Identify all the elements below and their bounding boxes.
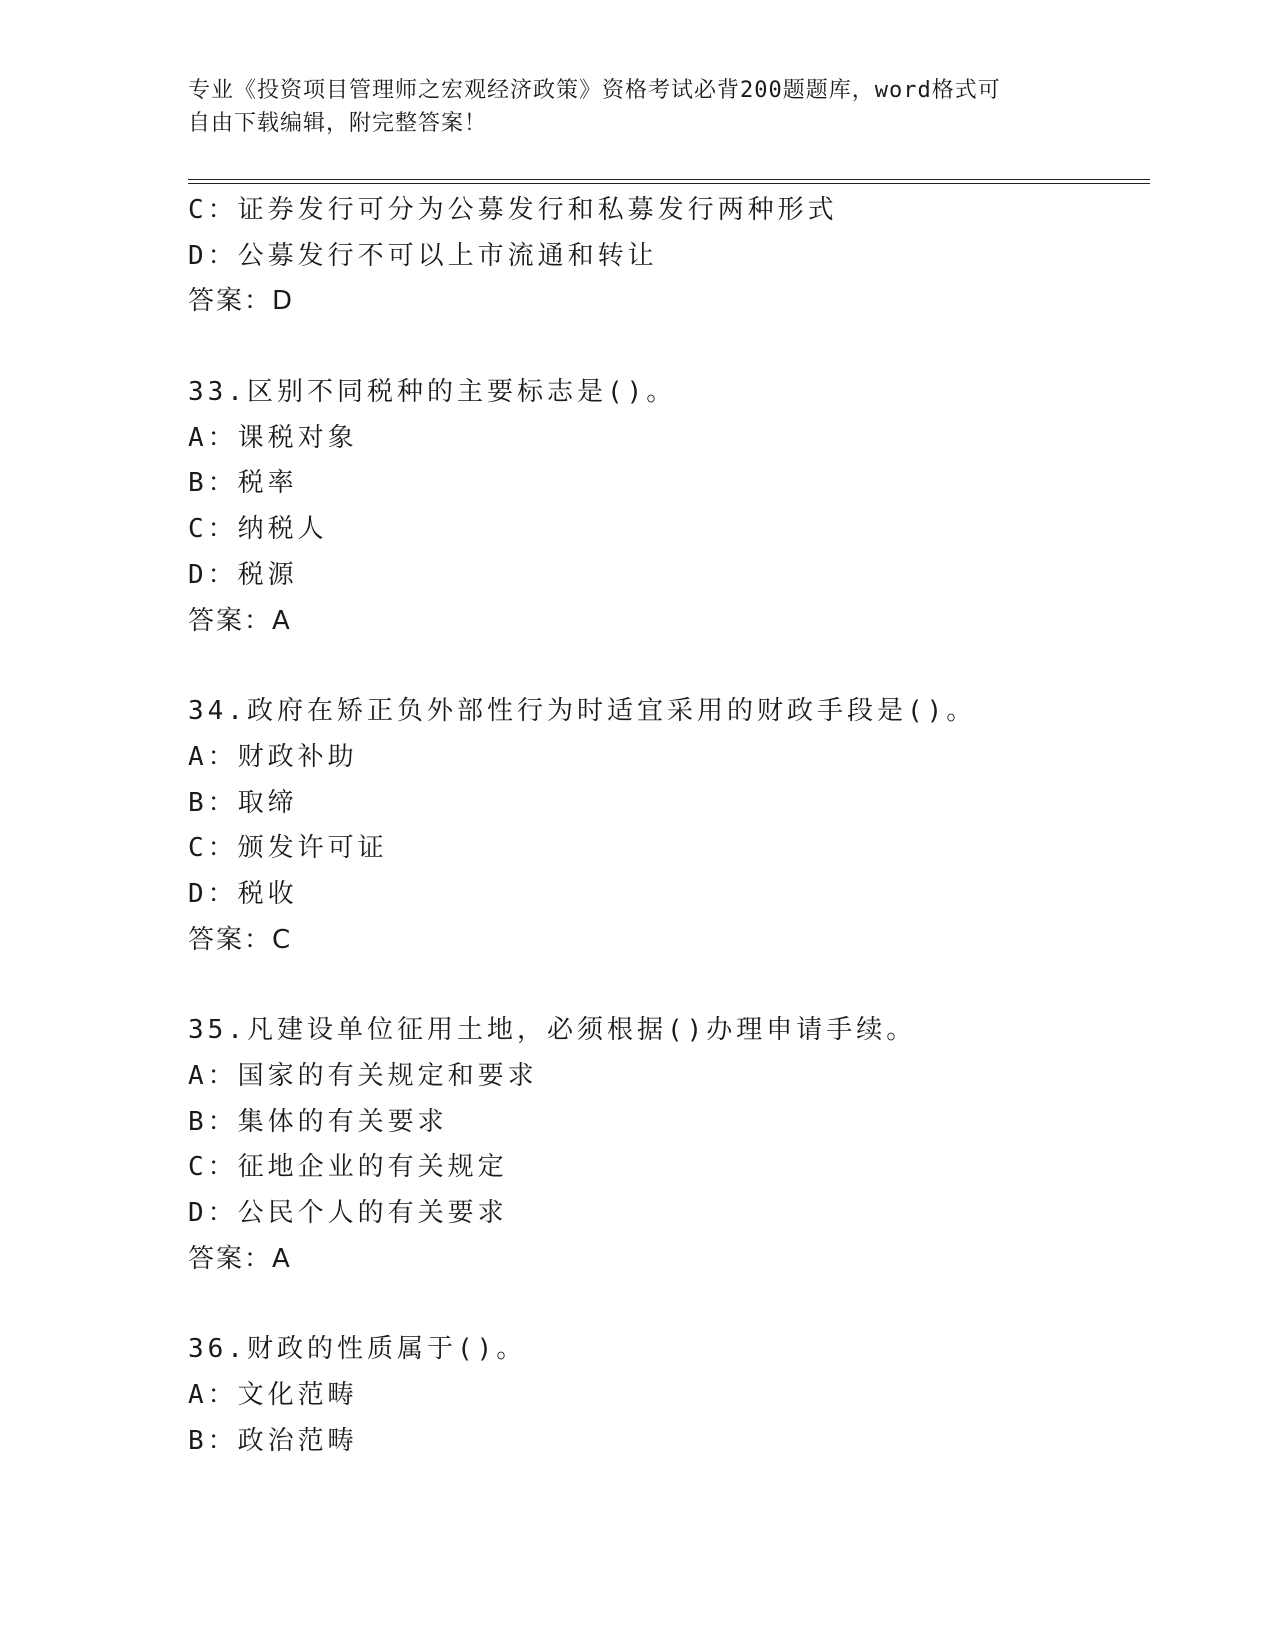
question-block-35 — [188, 1008, 1148, 1282]
spacer — [188, 1282, 1148, 1327]
option-d: D：公募发行不可以上市流通和转让 — [188, 240, 658, 271]
question-block-previous — [188, 188, 1148, 325]
header-divider-bottom — [188, 183, 1150, 184]
option-a: A：文化范畴 — [188, 1380, 358, 1411]
option-c: C：证券发行可分为公募发行和私募发行两种形式 — [188, 195, 838, 225]
question-block-33 — [188, 370, 1148, 644]
header-divider-top — [188, 179, 1150, 180]
option-b: B：集体的有关要求 — [188, 1106, 448, 1137]
question-stem: 33.区别不同税种的主要标志是()。 — [188, 377, 677, 408]
header-line-2: 自由下载编辑，附完整答案！ — [188, 111, 488, 136]
question-stem: 35.凡建设单位征用土地，必须根据()办理申请手续。 — [188, 1015, 917, 1046]
answer-line: 答案：D — [188, 286, 295, 317]
option-b: B：政治范畴 — [188, 1425, 358, 1456]
option-a: A：国家的有关规定和要求 — [188, 1061, 538, 1091]
option-d: D：税收 — [188, 878, 298, 909]
spacer — [188, 963, 1148, 1008]
spacer — [188, 644, 1148, 689]
header-line-1: 专业《投资项目管理师之宏观经济政策》资格考试必背200题题库，word格式可 — [188, 78, 1001, 103]
option-c: C：颁发许可证 — [188, 833, 388, 864]
question-content — [188, 188, 1148, 1465]
option-a: A：财政补助 — [188, 741, 358, 772]
option-c: C：征地企业的有关规定 — [188, 1152, 508, 1183]
answer-line: 答案：A — [188, 605, 292, 636]
answer-line: 答案：C — [188, 924, 293, 955]
option-a: A：课税对象 — [188, 422, 358, 453]
option-b: B：税率 — [188, 468, 298, 499]
question-stem: 34.政府在矫正负外部性行为时适宜采用的财政手段是()。 — [188, 696, 977, 727]
question-block-36 — [188, 1327, 1148, 1464]
option-b: B：取缔 — [188, 787, 298, 818]
spacer — [188, 325, 1148, 370]
option-c: C：纳税人 — [188, 514, 328, 545]
question-stem: 36.财政的性质属于()。 — [188, 1334, 527, 1365]
question-block-34 — [188, 689, 1148, 963]
document-header — [188, 74, 1088, 140]
option-d: D：税源 — [188, 559, 298, 590]
option-d: D：公民个人的有关要求 — [188, 1198, 508, 1229]
answer-line: 答案：A — [188, 1243, 292, 1274]
